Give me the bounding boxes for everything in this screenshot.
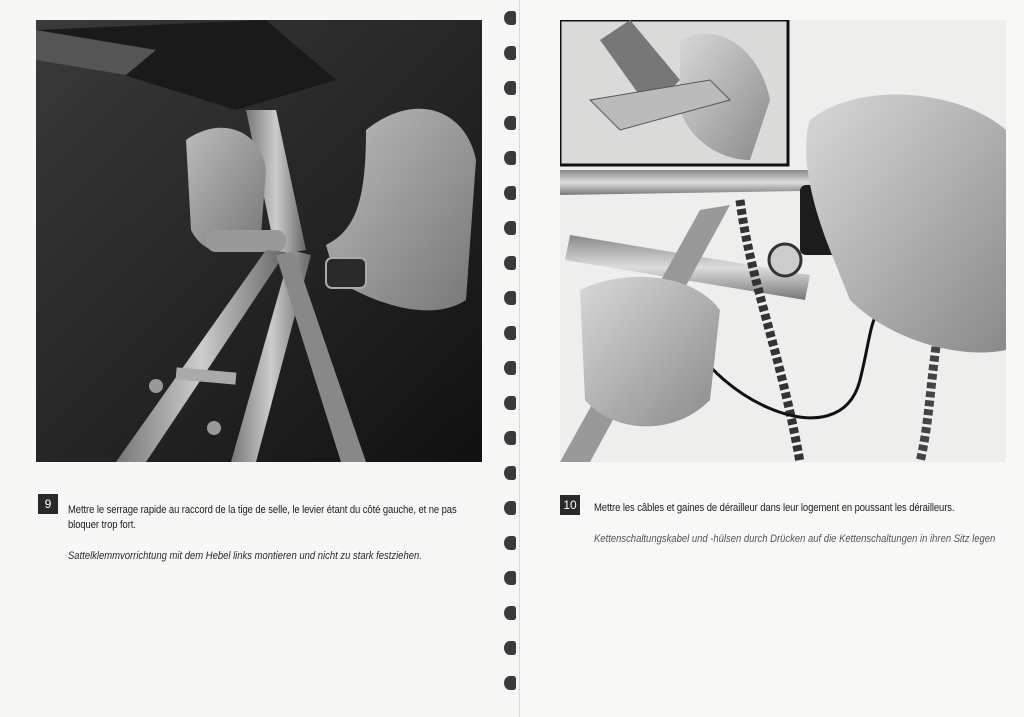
ring-hook [504, 256, 516, 270]
ring-hook [504, 326, 516, 340]
step-number-badge: 9 [38, 494, 58, 514]
ring-hook [504, 116, 516, 130]
ring-hook [504, 466, 516, 480]
ring-hook [504, 81, 516, 95]
ring-hook [504, 11, 516, 25]
photo-seat-clamp [36, 20, 482, 462]
ring-hook [504, 676, 516, 690]
caption-french: Mettre le serrage rapide au raccord de la tige de selle, le levier étant du côté gauche, et ne pas bloquer trop fort. [68, 504, 457, 531]
step-number-badge: 10 [560, 495, 580, 515]
caption-french: Mettre les câbles et gaines de dérailleur dans leur logement en poussant les dérailleurs. [594, 502, 955, 514]
ring-hook [504, 536, 516, 550]
right-page [520, 0, 1024, 717]
caption-german: Sattelklemmvorrichtung mit dem Hebel links montieren und nicht zu stark festziehen. [68, 550, 422, 562]
ring-hook [504, 571, 516, 585]
ring-hook [504, 186, 516, 200]
derailleur-illustration [560, 20, 1006, 462]
ring-hook [504, 46, 516, 60]
ring-hook [504, 641, 516, 655]
photo-derailleur-cables [560, 20, 1006, 462]
ring-hook [504, 361, 516, 375]
ring-hook [504, 151, 516, 165]
seat-clamp-illustration [36, 20, 482, 462]
ring-hook [504, 431, 516, 445]
left-page [0, 0, 508, 717]
ring-hook [504, 501, 516, 515]
ring-hook [504, 396, 516, 410]
ring-hook [504, 221, 516, 235]
caption-german: Kettenschaltungskabel und -hülsen durch Drücken auf die Kettenschaltungen in ihren Sitz legen [594, 533, 996, 545]
ring-hook [504, 606, 516, 620]
ring-hook [504, 291, 516, 305]
